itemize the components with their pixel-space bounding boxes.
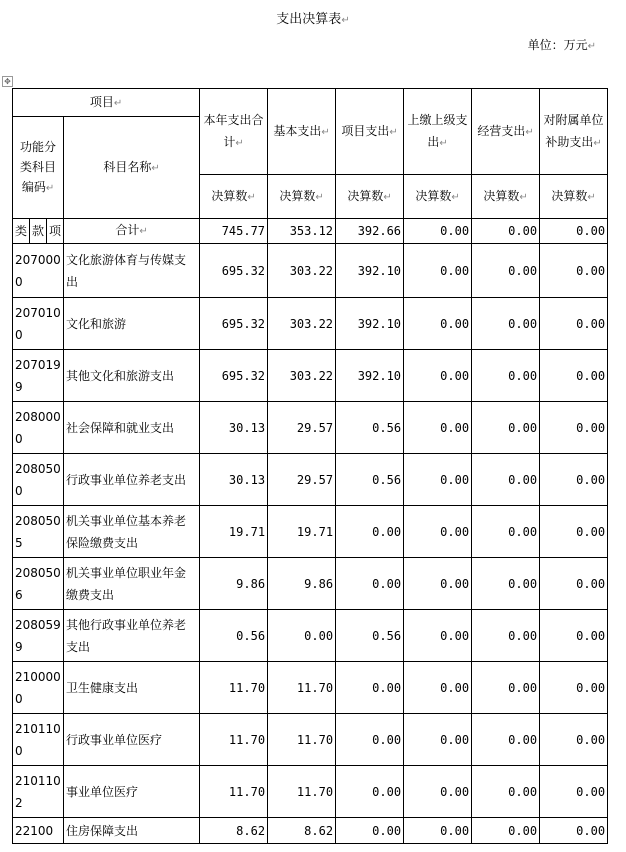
value-cell: 9.86 — [268, 558, 336, 610]
value-cell: 0.00 — [404, 558, 472, 610]
subject-name: 机关事业单位基本养老保险缴费支出 — [64, 506, 200, 558]
table-row — [13, 766, 608, 818]
value-cell: 0.00 — [336, 818, 404, 844]
subject-code: 2101102 — [13, 766, 64, 818]
value-cell: 0.00 — [404, 244, 472, 298]
subject-name: 文化旅游体育与传媒支出 — [64, 244, 200, 298]
value-cell: 0.56 — [200, 610, 268, 662]
value-cell: 0.00 — [404, 350, 472, 402]
value-cell: 0.00 — [540, 714, 608, 766]
value-cell: 0.00 — [472, 766, 540, 818]
value-cell: 30.13 — [200, 402, 268, 454]
table-row — [13, 818, 608, 844]
value-cell: 0.00 — [336, 506, 404, 558]
subject-code: 2100000 — [13, 662, 64, 714]
total-value: 392.66 — [336, 219, 404, 244]
sub-header: 决算数↵ — [268, 175, 336, 219]
value-cell: 392.10 — [336, 298, 404, 350]
table-row — [13, 298, 608, 350]
value-cell: 0.00 — [472, 350, 540, 402]
sub-header: 决算数↵ — [472, 175, 540, 219]
value-cell: 11.70 — [268, 662, 336, 714]
value-cell: 19.71 — [268, 506, 336, 558]
page-title — [0, 8, 626, 27]
col-header-total: 本年支出合计↵ — [200, 89, 268, 175]
value-cell: 8.62 — [200, 818, 268, 844]
subject-name: 住房保障支出 — [64, 818, 200, 844]
value-cell: 0.00 — [404, 610, 472, 662]
subject-code: 2080506 — [13, 558, 64, 610]
value-cell: 695.32 — [200, 298, 268, 350]
col-header-remit: 上缴上级支出↵ — [404, 89, 472, 175]
value-cell: 0.00 — [404, 402, 472, 454]
table-row — [13, 454, 608, 506]
subject-name-header: 科目名称↵ — [64, 117, 200, 219]
subject-code: 2080599 — [13, 610, 64, 662]
subject-code: 2070000 — [13, 244, 64, 298]
value-cell: 0.00 — [472, 558, 540, 610]
total-value: 0.00 — [472, 219, 540, 244]
value-cell: 0.00 — [404, 714, 472, 766]
paragraph-mark-icon: ↵ — [587, 41, 596, 52]
value-cell: 0.00 — [540, 402, 608, 454]
table-row — [13, 402, 608, 454]
subject-code: 2080000 — [13, 402, 64, 454]
sub-header: 决算数↵ — [404, 175, 472, 219]
value-cell: 11.70 — [268, 766, 336, 818]
value-cell: 0.00 — [472, 402, 540, 454]
value-cell: 0.00 — [540, 818, 608, 844]
value-cell: 11.70 — [268, 714, 336, 766]
value-cell: 0.00 — [472, 714, 540, 766]
value-cell: 0.00 — [336, 558, 404, 610]
value-cell: 0.00 — [540, 662, 608, 714]
subject-code: 2070100 — [13, 298, 64, 350]
subject-name: 事业单位医疗 — [64, 766, 200, 818]
subject-code: 2080505 — [13, 506, 64, 558]
sub-header: 决算数↵ — [336, 175, 404, 219]
unit-text: 单位：万元 — [527, 38, 588, 52]
page-title-text: 支出决算表 — [276, 12, 342, 27]
total-value: 745.77 — [200, 219, 268, 244]
value-cell: 30.13 — [200, 454, 268, 506]
table-row — [13, 662, 608, 714]
value-cell: 8.62 — [268, 818, 336, 844]
total-value: 0.00 — [404, 219, 472, 244]
value-cell: 695.32 — [200, 244, 268, 298]
value-cell: 303.22 — [268, 298, 336, 350]
value-cell: 0.00 — [404, 662, 472, 714]
value-cell: 0.56 — [336, 454, 404, 506]
table-row — [13, 610, 608, 662]
cat-label: 类 — [13, 219, 30, 244]
sub-header: 决算数↵ — [540, 175, 608, 219]
value-cell: 29.57 — [268, 402, 336, 454]
subject-name: 其他行政事业单位养老支出 — [64, 610, 200, 662]
item-header: 项目↵ — [13, 89, 200, 117]
value-cell: 0.00 — [540, 298, 608, 350]
value-cell: 695.32 — [200, 350, 268, 402]
table-row — [13, 350, 608, 402]
value-cell: 0.00 — [336, 766, 404, 818]
total-value: 353.12 — [268, 219, 336, 244]
value-cell: 303.22 — [268, 350, 336, 402]
subject-name: 文化和旅游 — [64, 298, 200, 350]
value-cell: 392.10 — [336, 244, 404, 298]
value-cell: 0.00 — [540, 454, 608, 506]
col-header-operating: 经营支出↵ — [472, 89, 540, 175]
value-cell: 0.00 — [404, 506, 472, 558]
value-cell: 0.00 — [540, 506, 608, 558]
value-cell: 0.00 — [404, 298, 472, 350]
value-cell: 0.00 — [336, 714, 404, 766]
value-cell: 392.10 — [336, 350, 404, 402]
col-header-basic: 基本支出↵ — [268, 89, 336, 175]
value-cell: 11.70 — [200, 766, 268, 818]
sub-header: 决算数↵ — [200, 175, 268, 219]
value-cell: 0.00 — [540, 350, 608, 402]
subject-code: 22100 — [13, 818, 64, 844]
paragraph-mark-icon: ↵ — [341, 15, 350, 26]
value-cell: 303.22 — [268, 244, 336, 298]
value-cell: 11.70 — [200, 662, 268, 714]
unit-label — [528, 36, 596, 53]
value-cell: 0.56 — [336, 402, 404, 454]
value-cell: 0.00 — [472, 454, 540, 506]
kuan-label: 款 — [30, 219, 47, 244]
subject-name: 卫生健康支出 — [64, 662, 200, 714]
xiang-label: 项 — [47, 219, 64, 244]
value-cell: 0.00 — [540, 244, 608, 298]
value-cell: 0.00 — [472, 244, 540, 298]
value-cell: 0.00 — [404, 818, 472, 844]
total-row — [13, 219, 608, 244]
value-cell: 0.00 — [404, 766, 472, 818]
subject-code: 2101100 — [13, 714, 64, 766]
value-cell: 0.00 — [472, 610, 540, 662]
subject-code: 2080500 — [13, 454, 64, 506]
total-value: 0.00 — [540, 219, 608, 244]
value-cell: 9.86 — [200, 558, 268, 610]
col-header-subsidy: 对附属单位补助支出↵ — [540, 89, 608, 175]
value-cell: 0.00 — [540, 610, 608, 662]
value-cell: 0.00 — [336, 662, 404, 714]
subject-code: 2070199 — [13, 350, 64, 402]
value-cell: 11.70 — [200, 714, 268, 766]
subject-name: 社会保障和就业支出 — [64, 402, 200, 454]
subject-name: 机关事业单位职业年金缴费支出 — [64, 558, 200, 610]
value-cell: 19.71 — [200, 506, 268, 558]
table-row — [13, 558, 608, 610]
value-cell: 0.00 — [540, 766, 608, 818]
value-cell: 0.56 — [336, 610, 404, 662]
col-header-project: 项目支出↵ — [336, 89, 404, 175]
table-move-handle-icon[interactable]: ✥ — [2, 76, 13, 87]
value-cell: 29.57 — [268, 454, 336, 506]
expenditure-table — [12, 88, 608, 844]
func-code-header: 功能分类科目编码↵ — [13, 117, 64, 219]
table-row — [13, 244, 608, 298]
value-cell: 0.00 — [472, 662, 540, 714]
value-cell: 0.00 — [472, 818, 540, 844]
subject-name: 行政事业单位养老支出 — [64, 454, 200, 506]
value-cell: 0.00 — [472, 506, 540, 558]
value-cell: 0.00 — [268, 610, 336, 662]
total-label: 合计↵ — [64, 219, 200, 244]
value-cell: 0.00 — [540, 558, 608, 610]
subject-name: 行政事业单位医疗 — [64, 714, 200, 766]
table-row — [13, 506, 608, 558]
subject-name: 其他文化和旅游支出 — [64, 350, 200, 402]
value-cell: 0.00 — [404, 454, 472, 506]
table-row — [13, 714, 608, 766]
value-cell: 0.00 — [472, 298, 540, 350]
